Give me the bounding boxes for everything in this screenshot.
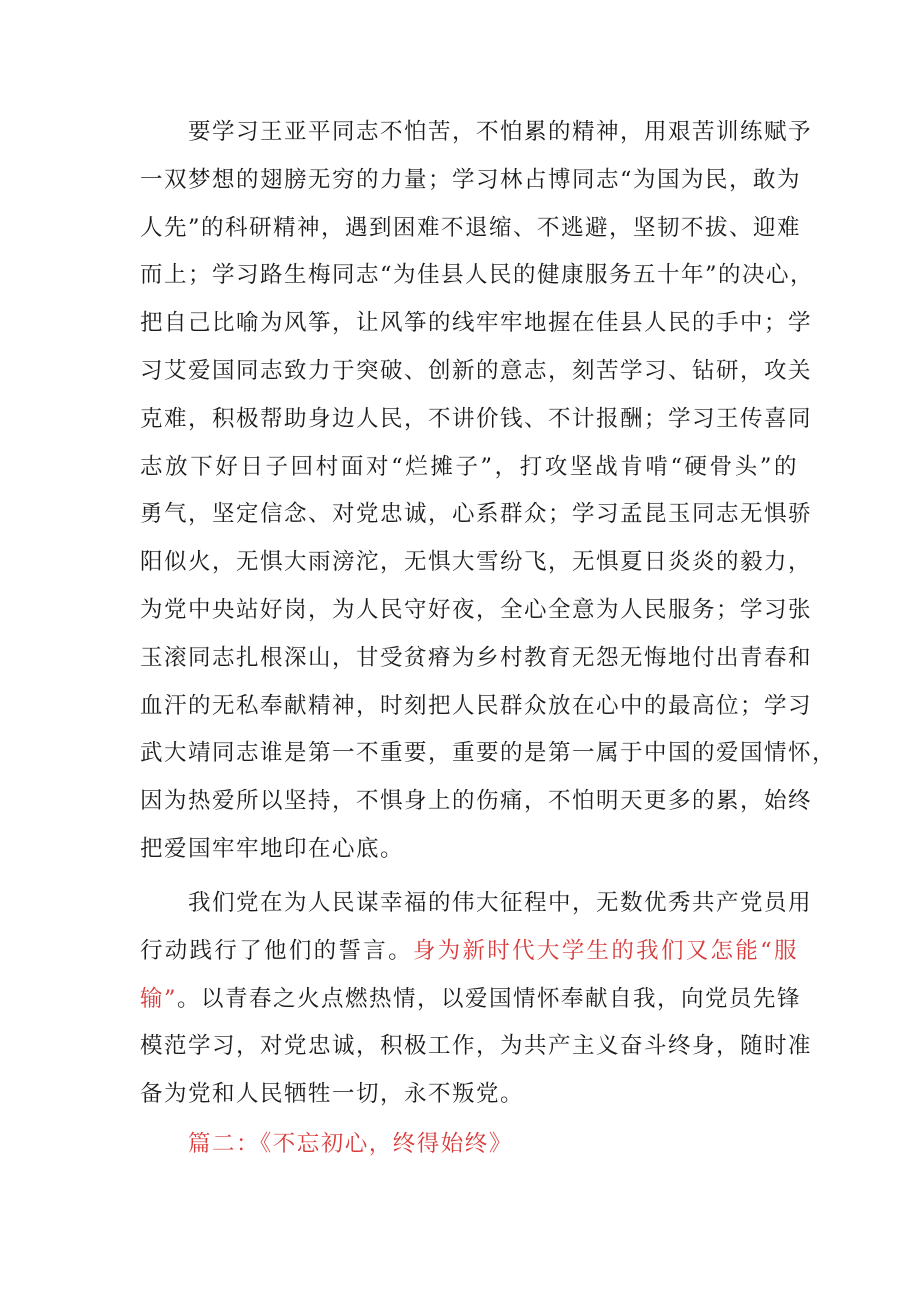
paragraph-1-line: 武大靖同志谁是第一不重要，重要的是第一属于中国的爱国情怀， bbox=[140, 740, 837, 767]
paragraph-1-line: 为党中央站好岗，为人民守好夜，全心全意为人民服务；学习张 bbox=[140, 596, 813, 623]
paragraph-2-highlight: 输” bbox=[140, 985, 178, 1012]
paragraph-1-line: 而上；学习路生梅同志“为佳县人民的健康服务五十年”的决心， bbox=[140, 262, 815, 289]
paragraph-2-text: 。以青春之火点燃热情，以爱国情怀奉献自我，向党员先锋 bbox=[177, 985, 802, 1012]
paragraph-1-line: 阳似火，无惧大雨滂沱，无惧大雪纷飞，无惧夏日炎炎的毅力， bbox=[140, 549, 813, 576]
paragraph-1-line: 要学习王亚平同志不怕苦，不怕累的精神，用艰苦训练赋予 bbox=[188, 119, 813, 145]
paragraph-1-line: 志放下好日子回村面对“烂摊子”，打攻坚战肯啃“硬骨头”的 bbox=[140, 453, 798, 480]
paragraph-1-line: 因为热爱所以坚持，不惧身上的伤痛，不怕明天更多的累，始终 bbox=[140, 788, 813, 815]
paragraph-1-line: 克难，积极帮助身边人民，不讲价钱、不计报酬；学习王传喜同 bbox=[140, 405, 813, 432]
paragraph-1-line: 勇气，坚定信念、对党忠诚，心系群众；学习孟昆玉同志无惧骄 bbox=[140, 501, 813, 528]
paragraph-2-line: 模范学习，对党忠诚，积极工作，为共产主义奋斗终身，随时准 bbox=[140, 1033, 813, 1060]
paragraph-2-highlight: 身为新时代大学生的我们又怎能“服 bbox=[412, 937, 798, 964]
paragraph-1 bbox=[140, 109, 837, 874]
paragraph-1-line: 把自己比喻为风筝，让风筝的线牢牢地握在佳县人民的手中；学 bbox=[140, 310, 813, 337]
paragraph-2-line-mixed bbox=[140, 928, 798, 976]
paragraph-1-line: 玉滚同志扎根深山，甘受贫瘠为乡村教育无怨无悔地付出青春和 bbox=[140, 644, 813, 671]
paragraph-2-line: 我们党在为人民谋幸福的伟大征程中，无数优秀共产党员用 bbox=[188, 890, 813, 916]
paragraph-1-line: 一双梦想的翅膀无穷的力量；学习林占博同志“为国为民，敢为 bbox=[140, 166, 802, 193]
paragraph-1-line: 人先”的科研精神，遇到困难不退缩、不逃避，坚韧不拔、迎难 bbox=[140, 214, 802, 241]
section-heading: 篇二：《不忘初心，终得始终》 bbox=[188, 1131, 513, 1157]
paragraph-2-text: 行动践行了他们的誓言。 bbox=[140, 937, 413, 964]
paragraph-2-line-mixed bbox=[140, 976, 802, 1024]
paragraph-2-line: 备为党和人民牺牲一切，永不叛党。 bbox=[140, 1081, 525, 1108]
paragraph-1-line: 血汗的无私奉献精神，时刻把人民群众放在心中的最高位；学习 bbox=[140, 692, 813, 719]
paragraph-1-line: 把爱国牢牢地印在心底。 bbox=[140, 835, 405, 862]
paragraph-2 bbox=[140, 880, 813, 1119]
paragraph-1-line: 习艾爱国同志致力于突破、创新的意志，刻苦学习、钻研，攻关 bbox=[140, 357, 813, 384]
